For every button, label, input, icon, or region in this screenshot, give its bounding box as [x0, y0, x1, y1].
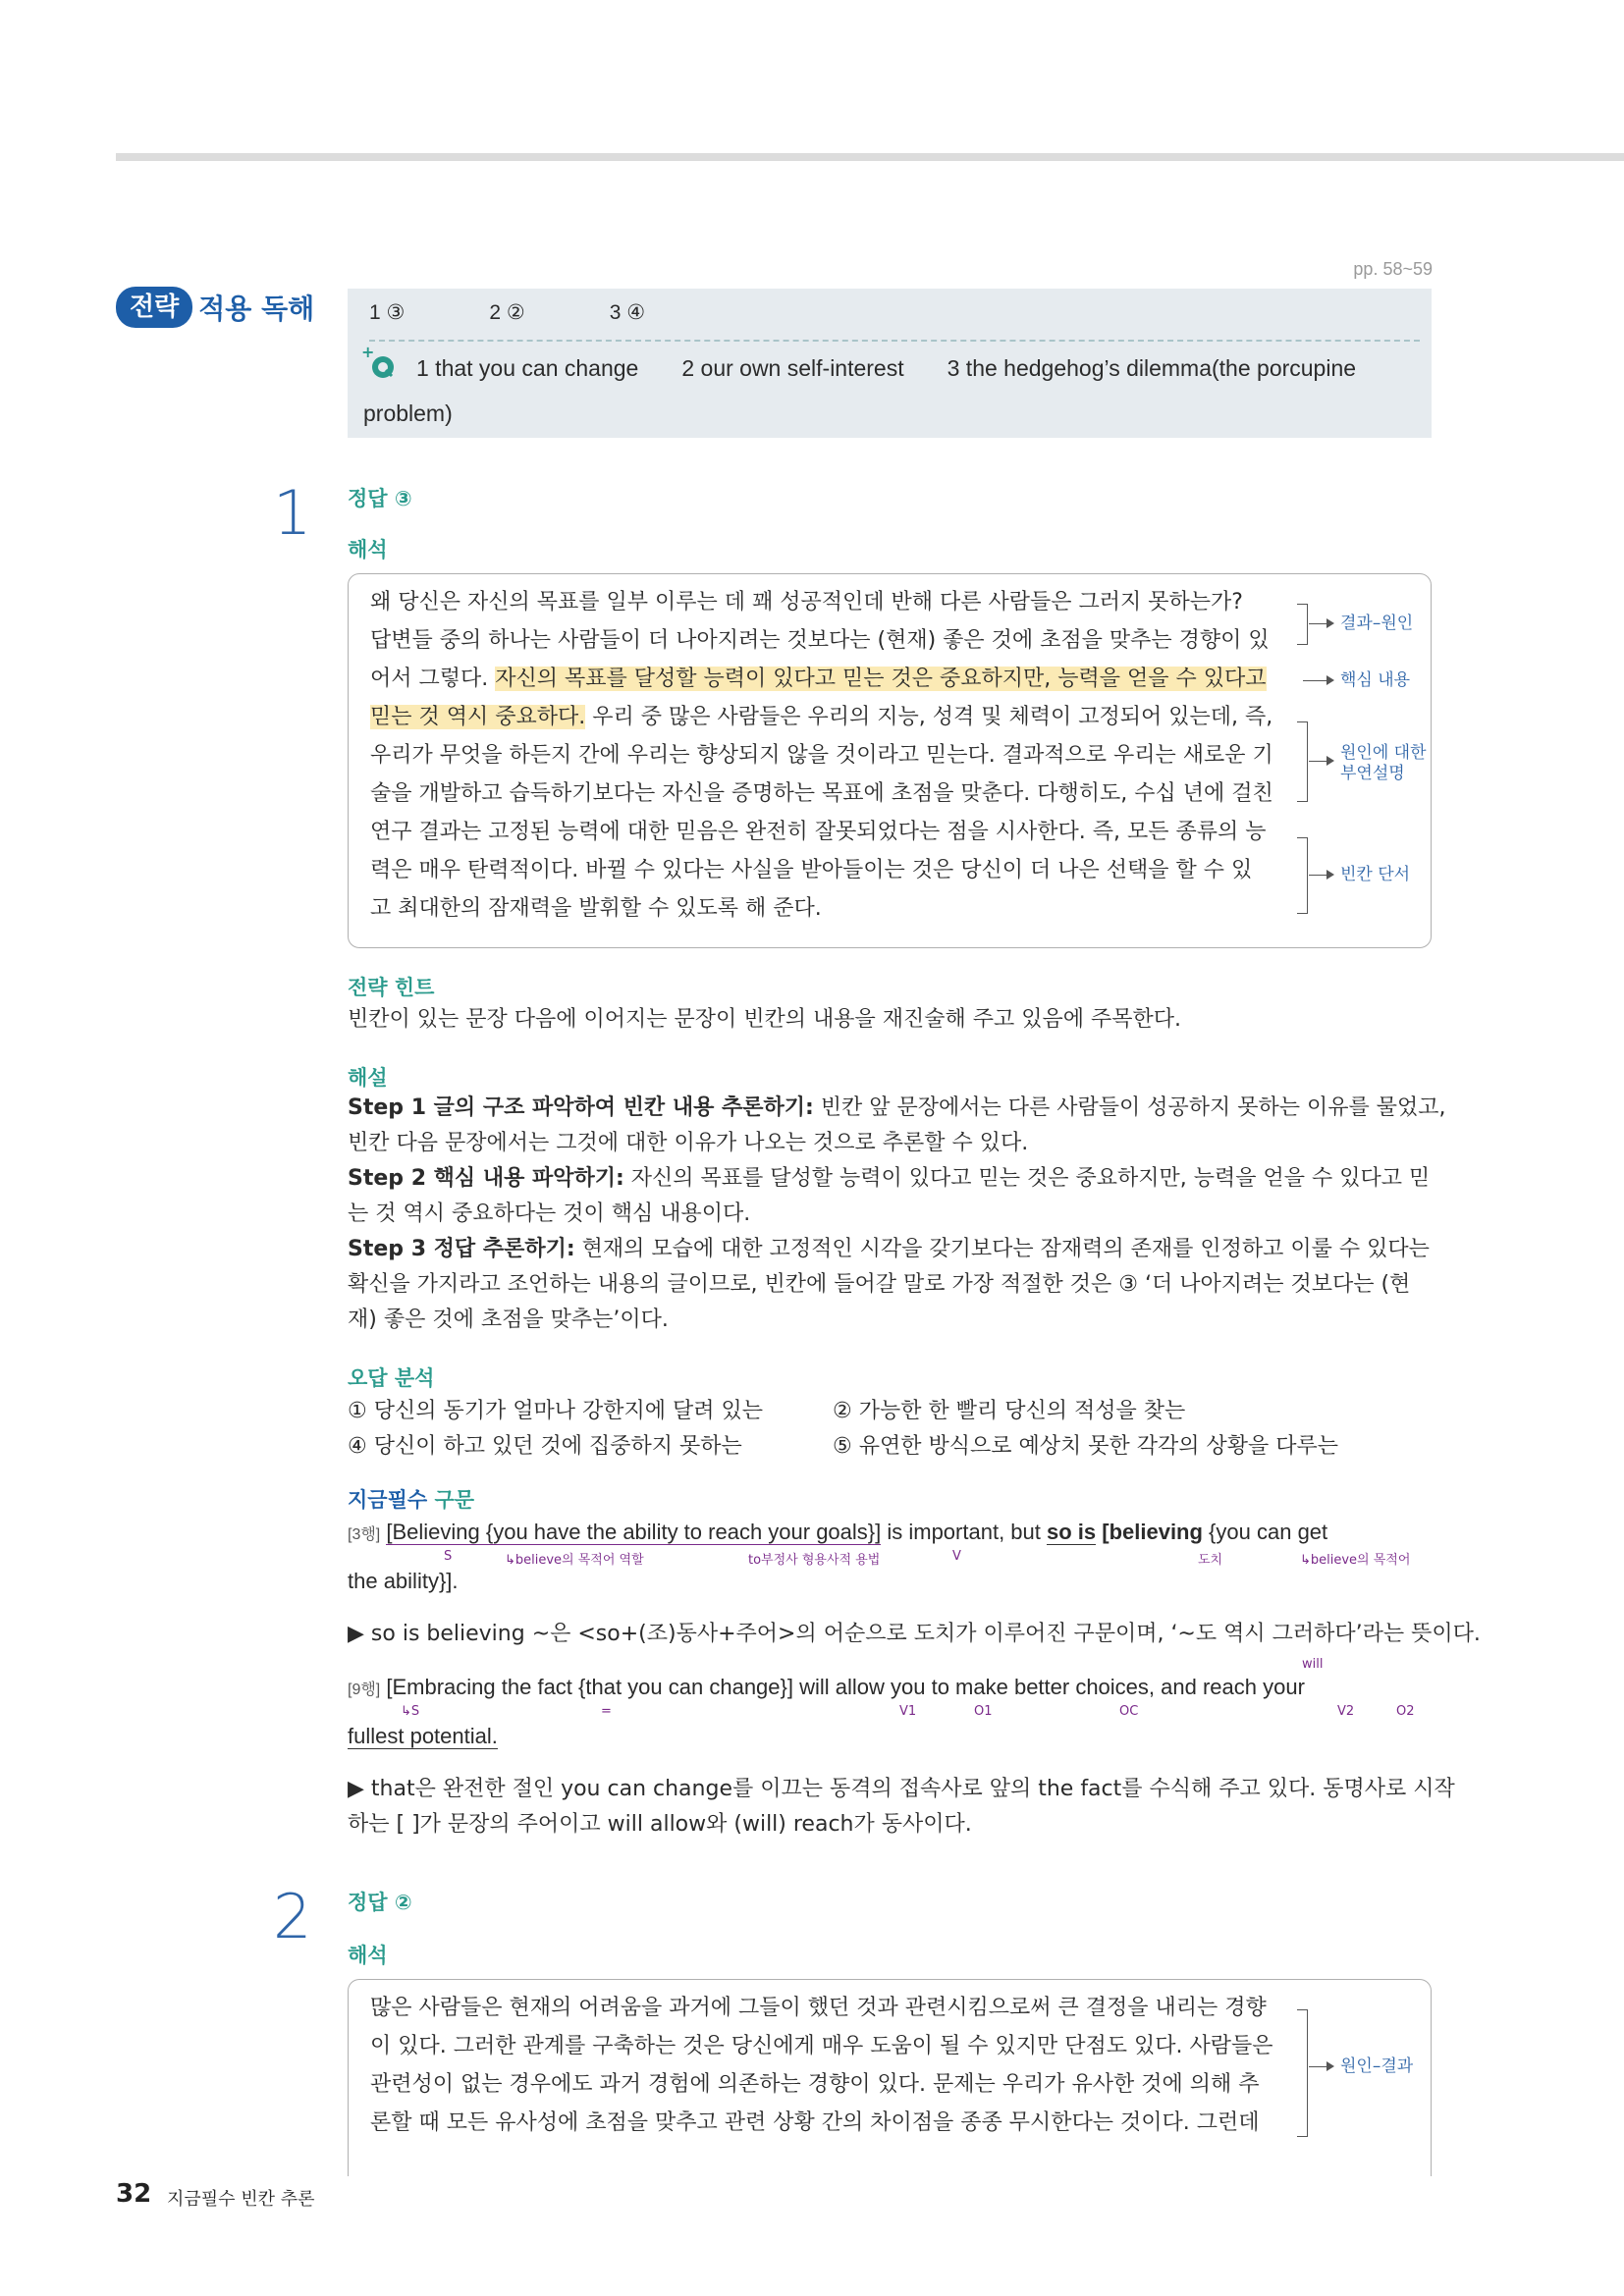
- step-2-title: Step 2 핵심 내용 파악하기:: [348, 1166, 624, 1191]
- translation-label-2: 해석: [348, 1944, 388, 1967]
- answer-key-2: 2 ②: [489, 301, 525, 324]
- key-sentence-highlight: 믿는 것 역시 중요하다.: [370, 705, 586, 729]
- translation-line: 많은 사람들은 현재의 어려움을 과거에 그들이 했던 것과 관련시킴으로써 큰 결정을 내리는 경향: [370, 1996, 1267, 2020]
- syntax-2-text: [Embracing the fact {that you can change}] will allow you to make better choices, and reach your: [386, 1675, 1305, 1699]
- answer-label-1: 정답 ③: [348, 487, 412, 510]
- answer-key-row: [369, 300, 730, 325]
- key-sentence-highlight: 자신의 목표를 달성할 능력이 있다고 믿는 것은 중요하지만, 능력을 얻을 수 있다고: [495, 667, 1267, 691]
- step-3-cont: 확신을 가지라고 조언하는 내용의 글이므로, 빈칸에 들어갈 말로 가장 적절한 것은 ③ ‘더 나아지려는 것보다는 (현: [348, 1272, 1411, 1297]
- step-1-text: 빈칸 앞 문장에서는 다른 사람들이 성공하지 못하는 이유를 물었고,: [813, 1095, 1446, 1120]
- question-number-1: 1: [273, 477, 312, 549]
- step-1-cont: 빈칸 다음 문장에서는 그것에 대한 이유가 나오는 것으로 추론할 수 있다.: [348, 1131, 1029, 1155]
- syntax-label-to-infinitive: to부정사 형용사적 용법: [748, 1553, 881, 1568]
- side-note-line: 부연설명: [1340, 764, 1405, 783]
- badge-pill: 전략: [116, 287, 192, 328]
- syntax-label-brand: 지금필수: [348, 1488, 428, 1512]
- translation-line: 이 있다. 그러한 관계를 구축하는 것은 당신에게 매우 도움이 될 수 있지만 단점도 있다. 사람들은: [370, 2034, 1273, 2058]
- translation-box-2: [348, 1979, 1432, 2176]
- arrow: [1303, 680, 1328, 681]
- translation-text: 우리 중 많은 사람들은 우리의 지능, 성격 및 체력이 고정되어 있는데, 즉,: [592, 705, 1273, 729]
- translation-line: 연구 결과는 고정된 능력에 대한 믿음은 완전히 잘못되었다는 점을 시사한다. 즉, 모든 종류의 능: [370, 820, 1267, 844]
- translation-line: [370, 665, 1267, 694]
- side-note-blank-clue: 빈칸 단서: [1340, 865, 1411, 884]
- translation-label-1: 해석: [348, 538, 388, 561]
- syntax-label-believe-object: ↳believe의 목적어: [1300, 1553, 1411, 1568]
- explanation-label: 해설: [348, 1066, 388, 1090]
- syntax-1-ref: [3행]: [348, 1526, 381, 1543]
- side-note-result-cause: 결과–원인: [1340, 614, 1414, 633]
- syntax-1-gerund: [believing: [1096, 1520, 1203, 1544]
- answer-key-3: 3 ④: [609, 301, 646, 324]
- translation-line: 답변들 중의 하나는 사람들이 더 나아지려는 것보다는 (현재) 좋은 것에 초점을 맞추는 경향이 있: [370, 628, 1270, 653]
- step-1: [348, 1094, 1446, 1123]
- side-note-cause-result: 원인–결과: [1340, 2056, 1414, 2076]
- plus-q-icon: [361, 344, 401, 383]
- badge-text: 적용 독해: [198, 293, 315, 325]
- syntax-label-oc: OC: [1119, 1704, 1139, 1719]
- bracket: [1297, 2009, 1308, 2137]
- wrong-option-5: ⑤ 유연한 방식으로 예상치 못한 각각의 상황을 다루는: [833, 1434, 1338, 1459]
- side-note-elaboration: [1340, 743, 1427, 784]
- step-3-title: Step 3 정답 추론하기:: [348, 1237, 575, 1261]
- translation-line: 술을 개발하고 습득하기보다는 자신을 증명하는 목표에 초점을 맞춘다. 다행히도, 수십 년에 걸친: [370, 781, 1273, 806]
- translation-line: 고 최대한의 잠재력을 발휘할 수 있도록 해 준다.: [370, 896, 822, 921]
- translation-line: 론할 때 모든 유사성에 초점을 맞추고 관련 상황 간의 차이점을 종종 무시한다는 것이다. 그런데: [370, 2110, 1260, 2135]
- translation-line: 관련성이 없는 경우에도 과거 경험에 의존하는 경향이 있다. 문제는 우리가 유사한 것에 의해 추: [370, 2072, 1260, 2097]
- translation-line: 력은 매우 탄력적이다. 바뀔 수 있다는 사실을 받아들이는 것은 당신이 더 나은 선택을 할 수 있: [370, 858, 1253, 882]
- page-reference: pp. 58~59: [1353, 259, 1433, 279]
- plus-q-continuation: problem): [363, 400, 453, 426]
- syntax-2-continuation: [348, 1722, 498, 1751]
- translation-box-1: [348, 573, 1432, 948]
- syntax-1-verb-part: is important, but: [881, 1520, 1047, 1544]
- translation-line: [370, 703, 1272, 732]
- arrow: [1309, 875, 1328, 876]
- bracket: [1297, 721, 1308, 802]
- plus-q-answers: [416, 355, 1356, 382]
- translation-text: 어서 그렇다.: [370, 667, 489, 691]
- book-title: 지금필수 빈칸 추론: [167, 2189, 315, 2210]
- hint-label: 전략 힌트: [348, 976, 435, 999]
- arrow-head: [1326, 618, 1334, 628]
- translation-line: 우리가 무엇을 하든지 간에 우리는 향상되지 않을 것이라고 믿는다. 결과적으로 우리는 새로운 기: [370, 743, 1273, 768]
- question-number-2: 2: [273, 1881, 312, 1952]
- plus-q-answer-1: 1 that you can change: [416, 355, 639, 381]
- step-2: [348, 1164, 1430, 1194]
- wrong-option-4: ④ 당신이 하고 있던 것에 집중하지 못하는: [348, 1434, 742, 1459]
- syntax-label-o1: O1: [974, 1704, 993, 1719]
- plus-q-answer-3: 3 the hedgehog’s dilemma(the porcupine: [947, 355, 1357, 381]
- page-number: 32: [116, 2179, 152, 2209]
- arrow-head: [1326, 870, 1334, 880]
- syntax-2-note-1: ▶ that은 완전한 절인 you can change를 이끄는 동격의 접속사로 앞의 the fact를 수식해 주고 있다. 동명사로 시작: [348, 1777, 1455, 1801]
- step-3-cont2: 재) 좋은 것에 초점을 맞추는’이다.: [348, 1308, 669, 1332]
- syntax-label-v: V: [952, 1549, 961, 1564]
- wrong-analysis-label: 오답 분석: [348, 1366, 435, 1390]
- step-2-text: 자신의 목표를 달성할 능력이 있다고 믿는 것은 중요하지만, 능력을 얻을 수 있다고 믿: [623, 1166, 1431, 1191]
- syntax-label-s2: ↳S: [401, 1704, 420, 1719]
- syntax-label-o2: O2: [1396, 1704, 1415, 1719]
- syntax-1-subject: [Believing {you have the ability to reach your goals}]: [386, 1520, 882, 1544]
- step-3: [348, 1235, 1430, 1264]
- syntax-1-object: {you can get: [1202, 1520, 1328, 1544]
- syntax-label-v2: V2: [1337, 1704, 1355, 1719]
- top-rule: [116, 153, 1624, 161]
- plus-q-answer-2: 2 our own self-interest: [681, 355, 904, 381]
- syntax-2-ref: [9행]: [348, 1682, 381, 1698]
- syntax-2-sentence: [348, 1673, 1305, 1705]
- side-note-key-content: 핵심 내용: [1340, 670, 1411, 690]
- wrong-option-1: ① 당신의 동기가 얼마나 강한지에 달려 있는: [348, 1399, 763, 1423]
- side-note-line: 원인에 대한: [1340, 743, 1427, 763]
- syntax-2-cont-text: fullest potential.: [348, 1724, 498, 1748]
- syntax-1-continuation: the ability}].: [348, 1569, 459, 1593]
- arrow-head: [1326, 756, 1334, 766]
- syntax-1-sentence: [348, 1518, 1327, 1550]
- syntax-label: [348, 1484, 474, 1514]
- syntax-label-title: 구문: [434, 1488, 475, 1512]
- step-1-title: Step 1 글의 구조 파악하여 빈칸 내용 추론하기:: [348, 1095, 814, 1120]
- dashed-divider: [369, 340, 1420, 342]
- svg-text:+: +: [361, 344, 375, 361]
- syntax-1-inversion: so is: [1047, 1520, 1097, 1544]
- hint-text: 빈칸이 있는 문장 다음에 이어지는 문장이 빈칸의 내용을 재진술해 주고 있음에 주목한다.: [348, 1007, 1181, 1032]
- arrow-head: [1326, 675, 1334, 685]
- answer-key-1: 1 ③: [369, 301, 406, 324]
- syntax-label-eq: =: [601, 1704, 612, 1719]
- arrow: [1309, 761, 1328, 762]
- step-2-cont: 는 것 역시 중요하다는 것이 핵심 내용이다.: [348, 1201, 751, 1226]
- syntax-2-note-2: 하는 [ ]가 문장의 주어이고 will allow와 (will) reach가 동사이다.: [348, 1812, 972, 1837]
- wrong-option-2: ② 가능한 한 빨리 당신의 적성을 찾는: [833, 1399, 1186, 1423]
- syntax-1-note: ▶ so is believing ~은 <so+(조)동사+주어>의 어순으로 도치가 이루어진 구문이며, ‘~도 역시 그러하다’라는 뜻이다.: [348, 1622, 1481, 1646]
- translation-line: 왜 당신은 자신의 목표를 일부 이루는 데 꽤 성공적인데 반해 다른 사람들은 그러지 못하는가?: [370, 590, 1243, 614]
- syntax-label-v1: V1: [899, 1704, 917, 1719]
- syntax-label-object-role: ↳believe의 목적어 역할: [505, 1553, 644, 1568]
- answer-label-2: 정답 ②: [348, 1891, 412, 1914]
- bracket: [1297, 837, 1308, 914]
- syntax-label-will: will: [1302, 1657, 1324, 1672]
- bracket: [1297, 604, 1308, 645]
- strategy-badge: [116, 287, 314, 328]
- step-3-text: 현재의 모습에 대한 고정적인 시각을 갖기보다는 잠재력의 존재를 인정하고 이룰 수 있다는: [574, 1237, 1430, 1261]
- syntax-label-s: S: [444, 1549, 453, 1564]
- syntax-label-inversion: 도치: [1198, 1553, 1223, 1568]
- arrow: [1309, 2066, 1328, 2067]
- arrow: [1309, 623, 1328, 624]
- arrow-head: [1326, 2061, 1334, 2071]
